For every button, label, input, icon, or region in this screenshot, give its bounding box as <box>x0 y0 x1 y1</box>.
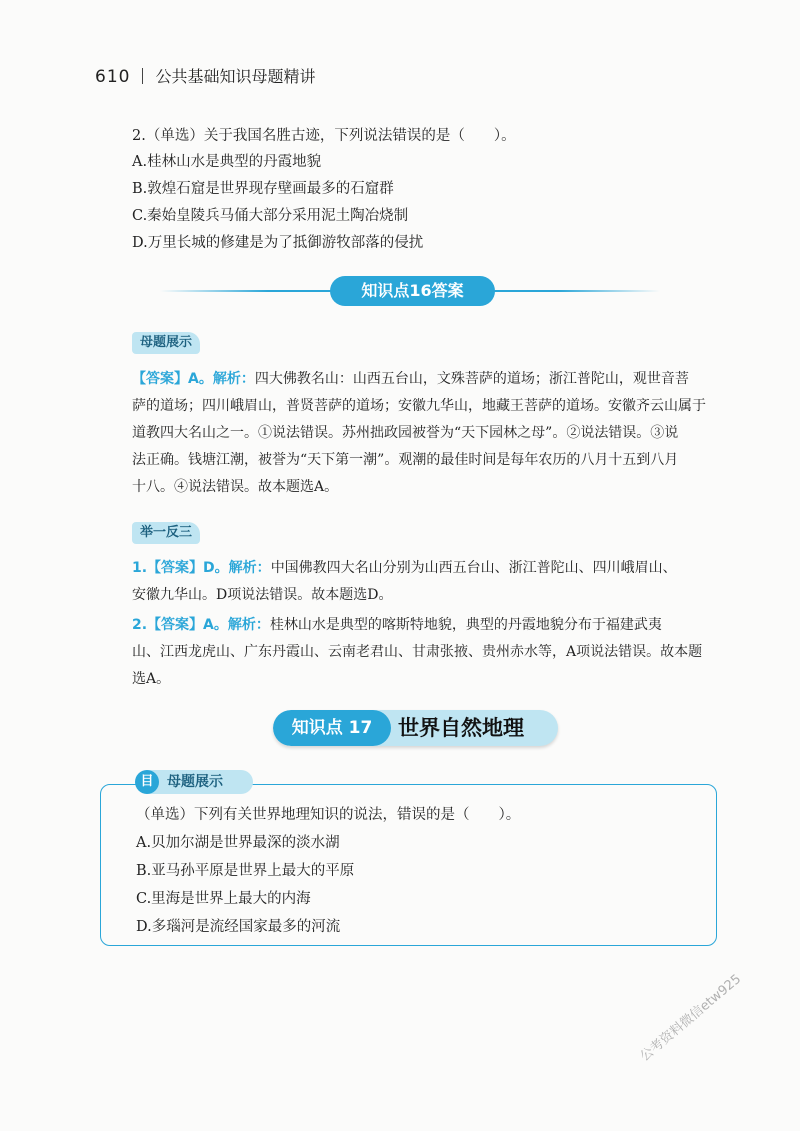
answer-banner: 知识点16答案 <box>330 276 495 306</box>
mother-answer-line: 十八。④说法错误。故本题选A。 <box>132 479 339 495</box>
question2-option-d: D.万里长城的修建是为了抵御游牧部落的侵扰 <box>132 235 424 251</box>
mother17-option-d: D.多瑙河是流经国家最多的河流 <box>136 919 341 935</box>
practice1-answer-label: 1.【答案】D。解析： <box>132 560 271 576</box>
mother-answer-line: 道教四大名山之一。①说法错误。苏州拙政园被誉为“天下园林之母”。②说法错误。③说 <box>132 425 679 441</box>
section17-title: 世界自然地理 <box>398 716 524 740</box>
mother-answer-line: 法正确。钱塘江潮，被誉为“天下第一潮”。观潮的最佳时间是每年农历的八月十五到八月 <box>132 452 679 468</box>
banner-line-right <box>490 290 660 292</box>
question2-option-b: B.敦煌石窟是世界现存壁画最多的石窟群 <box>132 181 394 197</box>
practice-item-1 <box>132 555 718 609</box>
mother-answer-line: 萨的道场；四川峨眉山，普贤菩萨的道场；安徽九华山，地藏王菩萨的道场。安徽齐云山属于 <box>132 398 706 414</box>
mother-answer-label: 【答案】A。解析： <box>132 371 255 387</box>
mother-answer <box>132 366 718 501</box>
practice1-line: 安徽九华山。D项说法错误。故本题选D。 <box>132 587 393 603</box>
practice2-line: 桂林山水是典型的喀斯特地貌，典型的丹霞地貌分布于福建武夷 <box>269 617 662 633</box>
mother17-stem: （单选）下列有关世界地理知识的说法，错误的是（ ）。 <box>136 807 521 823</box>
mother17-tag-label: 母题展示 <box>167 774 223 790</box>
practice-tag: 举一反三 <box>132 522 200 544</box>
page-header <box>95 64 315 87</box>
practice1-line: 中国佛教四大名山分别为山西五台山、浙江普陀山、四川峨眉山、 <box>270 560 677 576</box>
page-number: 610 <box>95 67 131 87</box>
document-icon: 目 <box>135 770 159 794</box>
question2-stem: 2.（单选）关于我国名胜古迹，下列说法错误的是（ ）。 <box>132 128 516 144</box>
banner-line-left <box>160 290 340 292</box>
mother17-option-c: C.里海是世界上最大的内海 <box>136 891 311 907</box>
book-title: 公共基础知识母题精讲 <box>155 67 316 86</box>
practice2-line: 选A。 <box>132 671 171 687</box>
practice2-line: 山、江西龙虎山、广东丹霞山、云南老君山、甘肃张掖、贵州赤水等，A项说法错误。故本题 <box>132 644 703 660</box>
question2-option-a: A.桂林山水是典型的丹霞地貌 <box>132 154 322 170</box>
mother-answer-line: 四大佛教名山：山西五台山，文殊菩萨的道场；浙江普陀山，观世音菩 <box>254 371 689 387</box>
mother-tag: 母题展示 <box>132 332 200 354</box>
question2-option-c: C.秦始皇陵兵马俑大部分采用泥土陶冶烧制 <box>132 208 409 224</box>
practice-item-2 <box>132 612 718 693</box>
practice2-answer-label: 2.【答案】A。解析： <box>132 617 270 633</box>
mother17-tag <box>137 770 253 794</box>
section17-header <box>273 710 558 746</box>
mother17-option-a: A.贝加尔湖是世界最深的淡水湖 <box>136 835 340 851</box>
mother17-option-b: B.亚马孙平原是世界上最大的平原 <box>136 863 355 879</box>
watermark: 公考资料微信etw925 <box>637 971 745 1065</box>
header-divider <box>142 68 143 84</box>
section17-number: 知识点 17 <box>273 710 391 746</box>
